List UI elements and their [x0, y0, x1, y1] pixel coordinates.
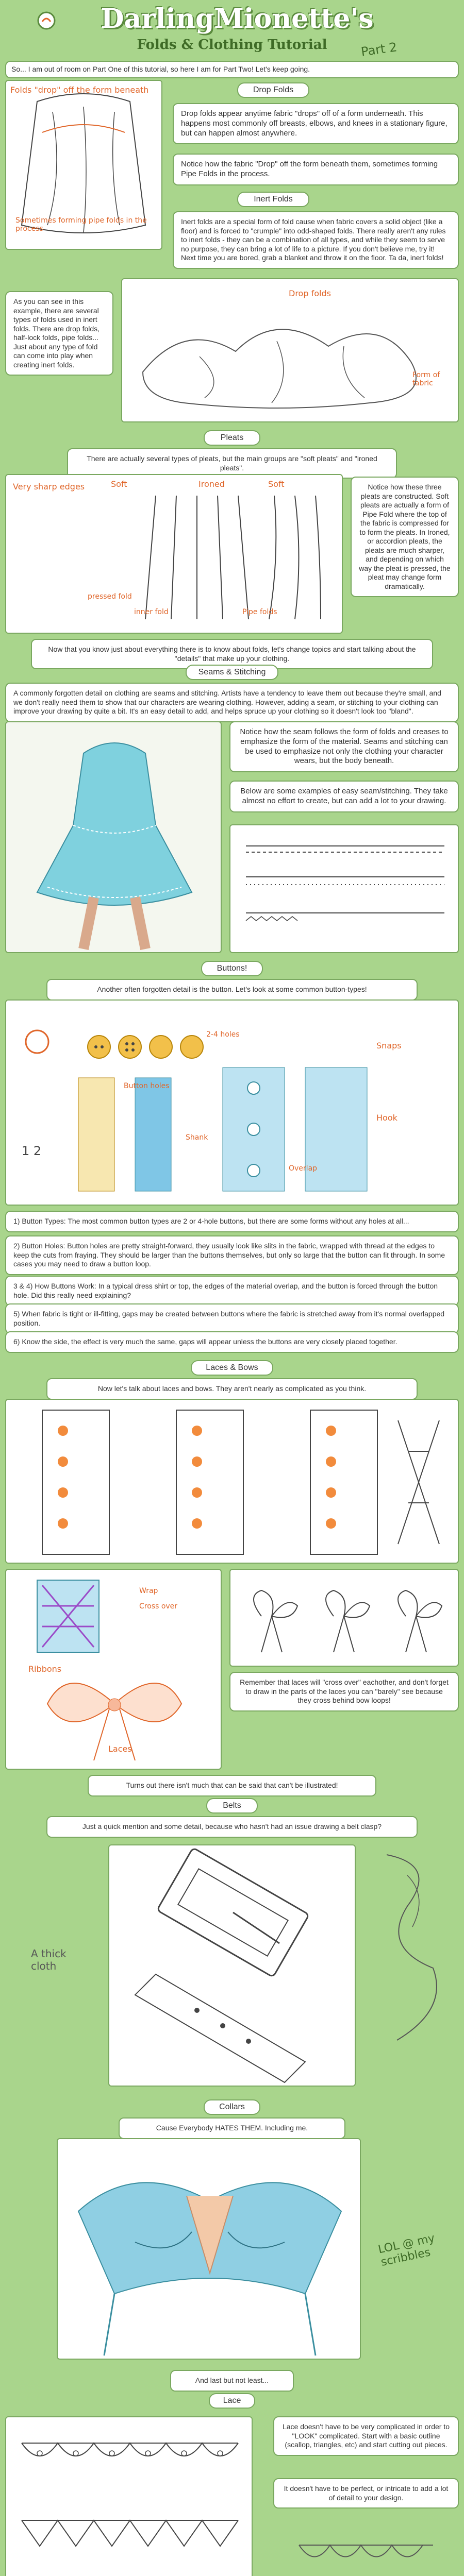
pleats-outro: Now that you know just about everything there is to know about folds, let's change topics and start talking about the "details" that make up your clothing. [31, 639, 433, 669]
drop-folds-heading: Drop Folds [237, 82, 309, 98]
collars-illustration [57, 2138, 361, 2360]
collars-intro: Cause Everybody HATES THEM. Including me. [119, 2117, 345, 2139]
buttons-item-3: 3 & 4) How Buttons Work: In a typical dress shirt or top, the edges of the material overlap, and the button is forced through the button hole. Did this really need explaining? [5, 1276, 459, 1306]
seams-dress-illustration [5, 721, 222, 953]
page-subtitle: Folds & Clothing Tutorial [137, 37, 327, 53]
buttons-item-2: 2) Button Holes: Button holes are pretty straight-forward, they usually look like slits in the fabric, wrapped with thread at the edges to keep the cuts from fraying. They should be larger than the buttons themselves, but only so large that the button can fit through. In some cases you may need to draw a button loop. [5, 1235, 459, 1275]
pleats-note-6: Soft [268, 479, 285, 489]
collars-side-note: LOL @ my scribbles [377, 2231, 436, 2269]
scribble-decoration-icon [376, 1844, 454, 2050]
lace-example-swatch [289, 2524, 443, 2576]
logo-icon [36, 10, 57, 31]
laces-note-4: Laces [108, 1744, 132, 1754]
pleats-intro: There are actually several types of pleats, but the main groups are "soft pleats" and "ironed pleats". [67, 448, 397, 479]
belts-intro-text: Turns out there isn't much that can be said that can't be illustrated! [88, 1775, 376, 1797]
buttons-label-1: 2-4 holes [206, 1030, 240, 1039]
drop-folds-note-1: Folds "drop" off the form beneath [10, 85, 149, 95]
intro-text: So... I am out of room on Part One of this tutorial, so here I am for Part Two! Let's keep going. [5, 61, 459, 78]
belts-note: A thick cloth [31, 1947, 67, 1972]
inert-folds-note-1: Drop folds [289, 289, 331, 298]
lace-intro: And last but not least... [170, 2370, 294, 2392]
laces-note-1: Ribbons [28, 1664, 62, 1674]
drop-folds-note-2: Sometimes forming pipe folds in the process [15, 216, 147, 233]
pleats-note-3: Ironed [198, 479, 225, 489]
page-title: DarlingMionette's [101, 3, 374, 35]
belts-illustration [108, 1844, 356, 2087]
pleats-note-1: Very sharp edges [13, 482, 85, 492]
lace-text-2: It doesn't have to be perfect, or intricate to add a lot of detail to your design. [273, 2478, 459, 2509]
seams-heading: Seams & Stitching [186, 665, 278, 680]
lace-illustration [5, 2416, 253, 2576]
laces-intro: Now let's talk about laces and bows. They aren't nearly as complicated as you think. [46, 1378, 418, 1400]
stitching-examples [229, 824, 459, 953]
laces-text: Remember that laces will "cross over" eachother, and don't forget to draw in the parts of the laces you can "barely" see because they cross behind bow loops! [229, 1672, 459, 1711]
laces-note-2: Wrap [139, 1587, 158, 1595]
lace-text-1: Lace doesn't have to be very complicated in order to "LOOK" complicated. Start with a basic outline (scallop, triangles, etc) and start cutting out pieces. [273, 2416, 459, 2456]
buttons-item-1: 1) Button Types: The most common button types are 2 or 4-hole buttons, but there are some forms without any holes at all... [5, 1211, 459, 1232]
buttons-label-3: Shank [186, 1133, 208, 1142]
seams-text-3: Below are some examples of easy seam/stitching. They take almost no effort to create, but can add a lot to your drawing. [229, 781, 459, 812]
pleats-text: Notice how these three pleats are constructed. Soft pleats are actually a form of Pipe Fold where the top of the fabric is compressed for to form the pleats. In Ironed, or accordion pleats, the pleats are much sharper, and depending on which way the pleat is pressed, the pleat may change form dramatically. [351, 477, 459, 597]
laces-note-3: Cross over [139, 1602, 178, 1611]
pleats-note-2: Soft [111, 479, 127, 489]
part-label: Part 2 [360, 40, 398, 59]
belts-intro: Just a quick mention and some detail, because who hasn't had an issue drawing a belt clasp? [46, 1816, 418, 1838]
pleats-heading: Pleats [204, 430, 260, 446]
drop-folds-text-2: Notice how the fabric "Drop" off the form beneath them, sometimes forming Pipe Folds in the process. [173, 154, 459, 185]
buttons-item-4: 5) When fabric is tight or ill-fitting, gaps may be created between buttons where the fabric is stretched away from it's normal overlapped position. [5, 1303, 459, 1334]
buttons-label-2: Button holes [124, 1082, 170, 1090]
buttons-label-6: Hook [376, 1113, 397, 1123]
collars-heading: Collars [204, 2099, 260, 2115]
laces-heading: Laces & Bows [191, 1360, 273, 1376]
simple-bows-illustration [229, 1569, 459, 1667]
buttons-label-4: Overlap [289, 1164, 318, 1173]
inert-folds-heading: Inert Folds [237, 192, 309, 207]
pleats-note-7: Pipe folds [242, 608, 277, 616]
svg-text:1 2: 1 2 [22, 1144, 42, 1158]
inert-folds-text-2: As you can see in this example, there are several types of folds used in inert folds. There are drop folds, half-lock folds, pipe folds... Just about any type of fold can come into play when creating inert folds. [5, 291, 113, 376]
buttons-intro: Another often forgotten detail is the button. Let's look at some common button-types! [46, 979, 418, 1001]
buttons-heading: Buttons! [201, 961, 263, 976]
buttons-item-5: 6) Know the side, the effect is very much the same, gaps will appear unless the buttons are very closely placed together. [5, 1331, 459, 1353]
seams-text-2: Notice how the seam follows the form of folds and creases to emphasize the form of the material. Seams and stitching can be used to emphasize not only the clothing your character wears, but the body beneath. [229, 721, 459, 772]
pleats-note-5: inner fold [134, 608, 169, 616]
seams-text-1: A commonly forgotten detail on clothing are seams and stitching. Artists have a tendency to leave them out because they're small, and we don't really need them to show that our characters are wearing clothing. However, adding a seam, or stitching to your clothing can improve your drawing by quite a bit. It's an easy detail to add, and helps spruce up your clothing so it doesn't look too "bland". [5, 683, 459, 722]
inert-folds-text-1: Inert folds are a special form of fold cause when fabric covers a solid object (like a floor) and is forced to "crumple" into odd-shaped folds. There really aren't any rules to inert folds - they can be a combination of all types, and while they seem to serve no purpose, they can bring a lot of life to a picture. If you don't believe me, try it! Next time you are bored, grab a blanket and throw it on the floor. Ta da, inert folds! [173, 211, 459, 269]
lace-heading: Lace [209, 2393, 255, 2409]
buttons-label-5: Snaps [376, 1041, 402, 1050]
laces-examples [5, 1399, 459, 1564]
belts-heading: Belts [206, 1798, 258, 1814]
inert-folds-note-2: Form of fabric [412, 371, 440, 387]
drop-folds-text-1: Drop folds appear anytime fabric "drops" off of a form underneath. This happens most commonly off breasts, elbows, and knees in a stationary figure, but can happen almost anywhere. [173, 103, 459, 144]
inert-folds-illustration [121, 278, 459, 422]
pleats-note-4: pressed fold [88, 592, 132, 601]
